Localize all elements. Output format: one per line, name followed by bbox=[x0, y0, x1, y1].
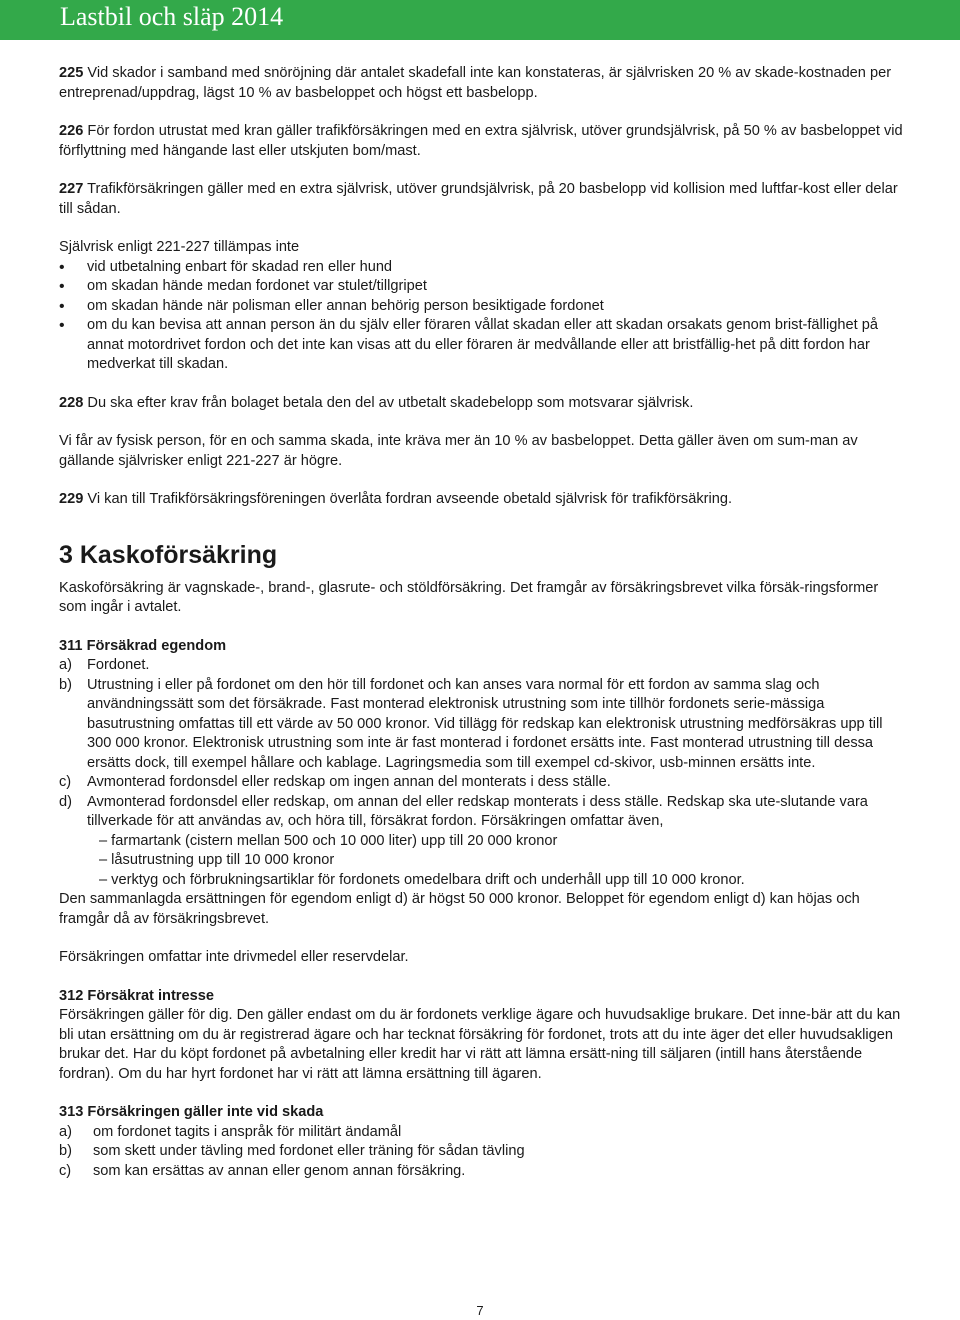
item-label: a) bbox=[59, 657, 72, 673]
paragraph-227 bbox=[59, 180, 904, 219]
list-item: • vid utbetalning enbart för skadad ren eller hund bbox=[59, 258, 904, 278]
item-label: b) bbox=[59, 1143, 72, 1159]
exceptions-intro: Självrisk enligt 221-227 tillämpas inte bbox=[59, 239, 300, 255]
list-item bbox=[59, 676, 904, 774]
item-label: d) bbox=[59, 793, 72, 810]
fuel-exclusion-text: Försäkringen omfattar inte drivmedel eller reservdelar. bbox=[59, 949, 409, 965]
item-label: c) bbox=[59, 1162, 72, 1179]
clause-number: 226 bbox=[59, 123, 84, 139]
subsection-heading: 313 Försäkringen gäller inte vid skada bbox=[59, 1104, 324, 1120]
dash-item: – farmartank (cistern mellan 500 och 10 000 liter) upp till 20 000 kronor bbox=[99, 832, 558, 849]
item-label: b) bbox=[59, 676, 72, 693]
exceptions-block bbox=[59, 238, 904, 375]
section-311 bbox=[59, 637, 904, 930]
exceptions-list bbox=[59, 258, 904, 375]
dash-item: – låsutrustning upp till 10 000 kronor bbox=[99, 852, 335, 868]
list-item: • om skadan hände medan fordonet var stulet/tillgripet bbox=[59, 277, 904, 297]
list-item bbox=[59, 1142, 904, 1162]
page-number: 7 bbox=[476, 1303, 484, 1318]
subsection-heading: 312 Försäkrat intresse bbox=[59, 987, 214, 1004]
list-item bbox=[59, 1123, 904, 1143]
clause-number: 227 bbox=[59, 181, 84, 197]
clause-number: 225 bbox=[59, 65, 84, 81]
paragraph-228-limit: Vi får av fysisk person, för en och samma skada, inte kräva mer än 10 % av basbeloppet. Detta gäller även om sum-man av gällande självrisker enligt 221-227 är högre. bbox=[59, 433, 858, 469]
total-compensation-text: Den sammanlagda ersättningen för egendom enligt d) är högst 50 000 kronor. Beloppet för egendom enligt d) kan höjas och framgår då av försäkringsbrevet. bbox=[59, 891, 860, 927]
item-text: Avmonterad fordonsdel eller redskap om ingen annan del monterats i dess ställe. bbox=[87, 774, 611, 790]
clause-text: Vid skador i samband med snöröjning där antalet skadefall inte kan konstateras, är självrisken 20 % av skade-kostnaden per entreprenad/uppdrag, lägst 10 % av basbeloppet och högst ett basbelopp. bbox=[59, 65, 892, 101]
document-title: Lastbil och släp 2014 bbox=[60, 2, 284, 31]
page-content bbox=[59, 64, 904, 1181]
subsection-heading: 311 Försäkrad egendom bbox=[59, 637, 227, 654]
property-list bbox=[59, 656, 904, 832]
subsection-text: Försäkringen gäller för dig. Den gäller endast om du är fordonets verklige ägare och huvudsaklige brukare. Det inne-bär att du kan bli utan ersättning om du är registrerad ägare och har tecknat försäkring för fordonet, trots att du inte äger det eller huvudsakligen brukar det. Har du köpt fordonet på avbetalning eller kredit har vi rätt att lämna ersätt-ning till säljaren (intill hans återstående fordran). Om du har hyrt fordonet har vi rätt att lämna ersättning till ägaren. bbox=[59, 1007, 901, 1082]
item-text: som kan ersättas av annan eller genom annan försäkring. bbox=[93, 1162, 466, 1179]
section-heading-kasko: 3 Kaskoförsäkring bbox=[59, 540, 278, 569]
list-item: • om skadan hände när polisman eller annan behörig person besiktigade fordonet bbox=[59, 297, 904, 317]
clause-text: Trafikförsäkringen gäller med en extra självrisk, utöver grundsjälvrisk, på 20 basbelopp vid kollision med luftfar-kost eller delar till sådan. bbox=[59, 181, 898, 217]
header-bar bbox=[0, 0, 960, 40]
paragraph-226 bbox=[59, 122, 904, 161]
section-intro: Kaskoförsäkring är vagnskade-, brand-, glasrute- och stöldförsäkring. Det framgår av försäkringsbrevet vilka försäk-ringsformer som ingår i avtalet. bbox=[59, 579, 879, 615]
list-item bbox=[59, 793, 904, 832]
clause-text: Du ska efter krav från bolaget betala den del av utbetalt skadebelopp som motsvarar självrisk. bbox=[83, 394, 694, 411]
dash-item: – verktyg och förbrukningsartiklar för fordonets omedelbara drift och underhåll upp till 10 000 kronor. bbox=[99, 871, 745, 888]
list-item: • om du kan bevisa att annan person än du själv eller föraren vållat skadan eller att skadan orsakats genom brist-fällighet på annat motordrivet fordon och det inte kan visas att du eller föraren är medvållande eller att bristfällig-het på ditt fordon har medverkat till skadan. bbox=[59, 316, 904, 375]
section-313 bbox=[59, 1103, 904, 1181]
section-312 bbox=[59, 987, 904, 1085]
item-label: a) bbox=[59, 1123, 72, 1140]
clause-number: 229 bbox=[59, 491, 84, 507]
item-text: som skett under tävling med fordonet eller träning för sådan tävling bbox=[93, 1143, 525, 1159]
paragraph-229 bbox=[59, 490, 904, 510]
list-item bbox=[59, 1162, 904, 1182]
item-text: Avmonterad fordonsdel eller redskap, om annan del eller redskap monterats i dess ställe. Redskap ska ute-slutande vara tillverkade för att användas av, och höra till, försäkrat fordon. Försäkringen omfattar även, bbox=[87, 793, 868, 829]
item-label: c) bbox=[59, 774, 72, 790]
clause-number: 228 bbox=[59, 394, 84, 411]
clause-text: För fordon utrustat med kran gäller trafikförsäkringen med en extra självrisk, utöver grundsjälvrisk, på 50 % av basbeloppet vid förflyttning med hängande last eller utskjuten bom/mast. bbox=[59, 123, 903, 159]
item-text: Utrustning i eller på fordonet om den hör till fordonet och kan anses vara normal för ett fordon av samma slag och användningssätt som det försäkrade. Fast monterad elektronisk utrustning som inte tillhör fordonets serie-mässiga basutrustning omfattas till ett värde av 50 000 kronor. Vid tillägg för redskap kan elektronisk utrustning medförsäkras upp till 300 000 kronor. Elektronisk utrustning som inte är fast monterad i fordonet ersätts inte. Fast monterad utrustning till dessa ersätts dock, till exempel hållare och kablage. Lagringsmedia som till exempel cd-skivor, usb-minnen ersätts inte. bbox=[87, 676, 883, 771]
list-item bbox=[59, 656, 904, 676]
clause-text: Vi kan till Trafikförsäkringsföreningen överlåta fordran avseende obetald självrisk för trafikförsäkring. bbox=[83, 491, 733, 507]
list-item bbox=[59, 773, 904, 793]
paragraph-225 bbox=[59, 64, 904, 103]
exclusion-list bbox=[59, 1123, 904, 1182]
paragraph-228 bbox=[59, 394, 904, 414]
item-text: om fordonet tagits i anspråk för militärt ändamål bbox=[93, 1123, 402, 1140]
item-text: Fordonet. bbox=[87, 657, 150, 673]
